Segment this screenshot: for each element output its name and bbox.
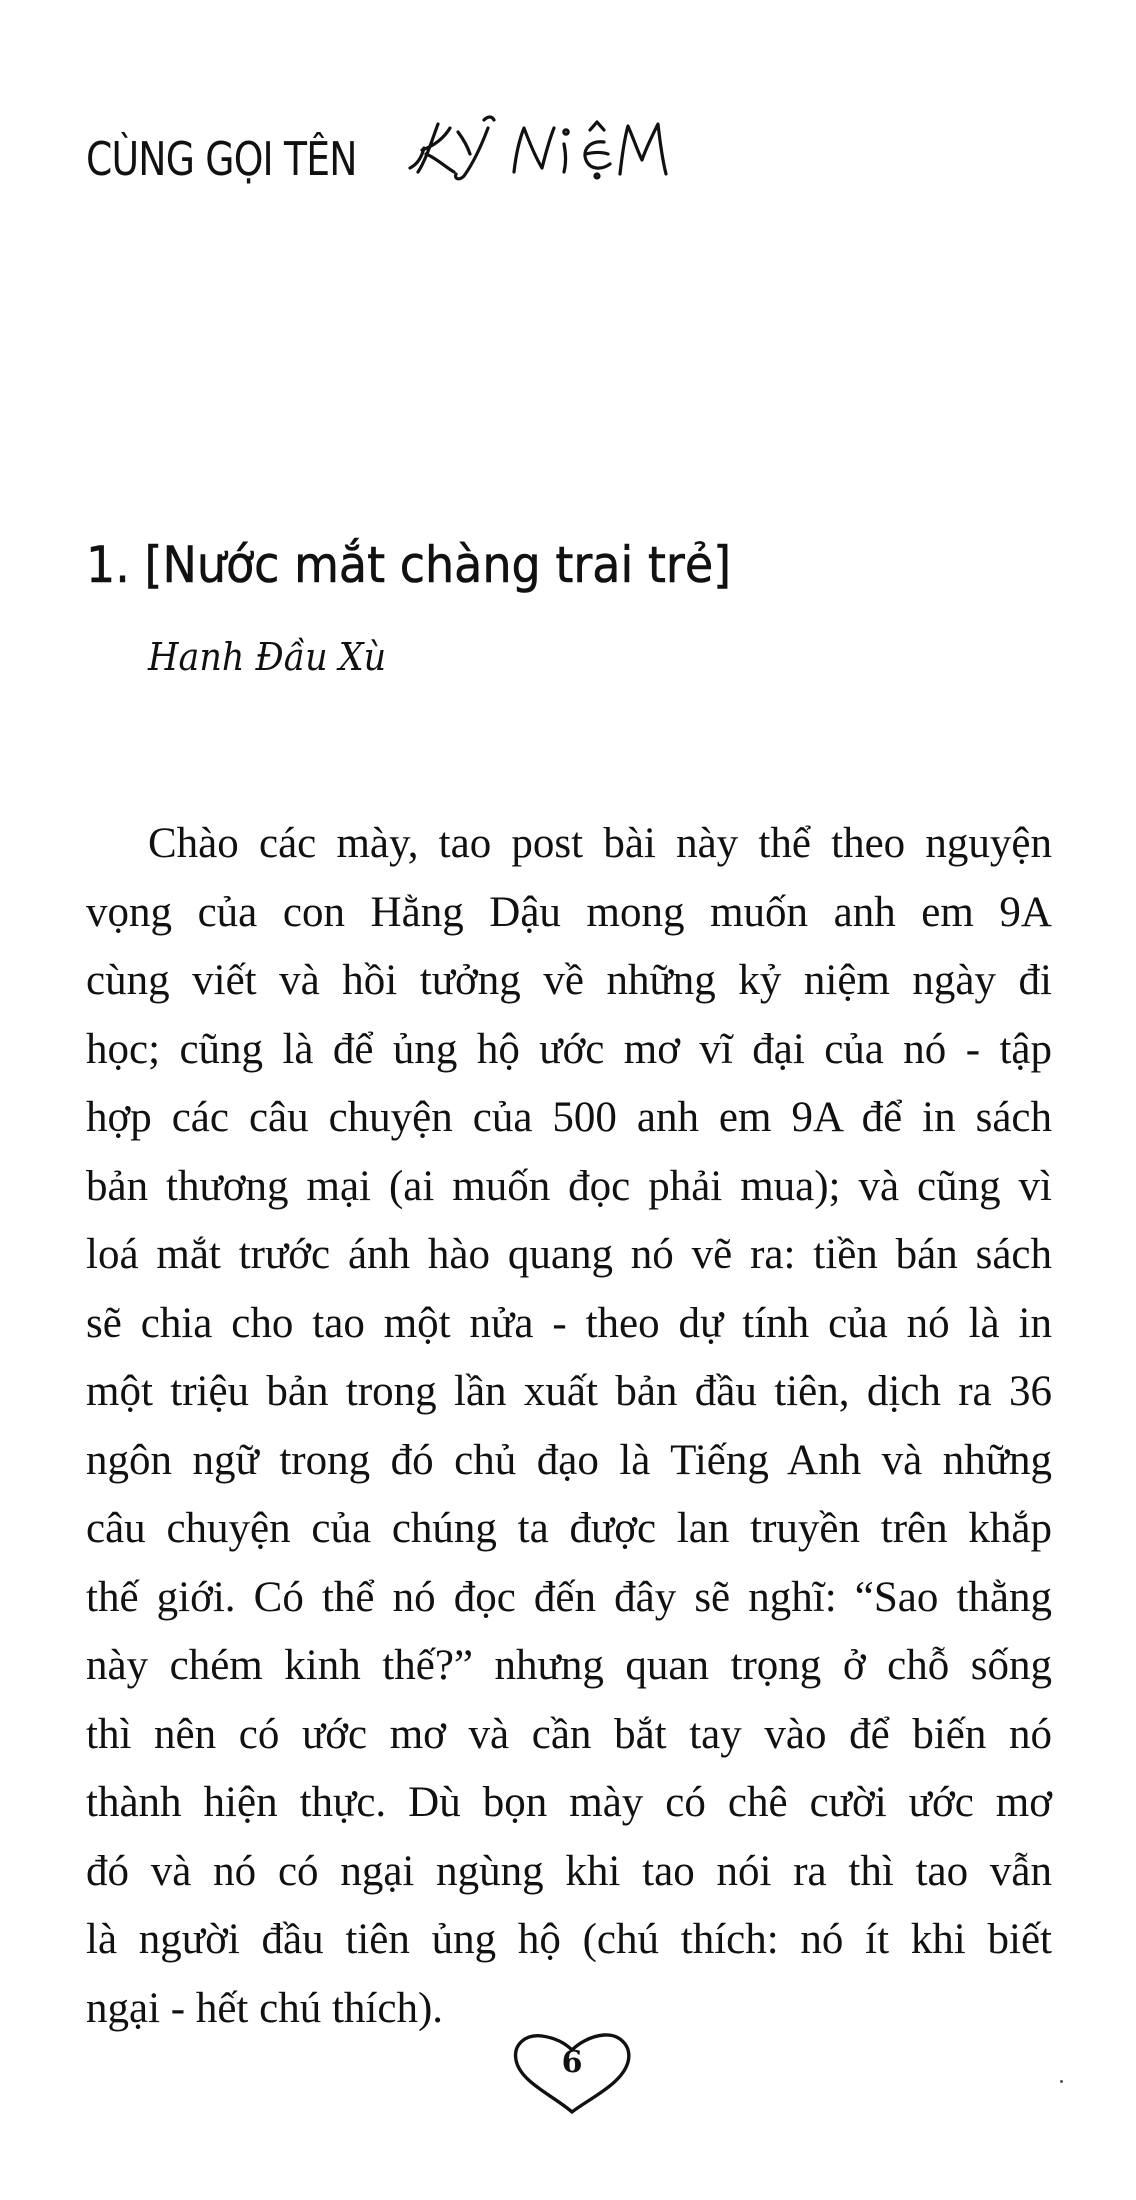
body-line: thành hiện thực. Dù bọn mày có chê cười ước mơ	[86, 1779, 1052, 1826]
body-line: ngại - hết chú thích).	[86, 1984, 444, 2032]
body-line: sẽ chia cho tao một nửa - theo dự tính của nó là in	[86, 1299, 1052, 1347]
chapter-author: Hanh Đầu Xù	[148, 635, 387, 679]
body-line: đó và nó có ngại ngùng khi tao nói ra thì tao vẫn	[86, 1847, 1052, 1895]
page-number-heart	[510, 2030, 634, 2116]
body-line: này chém kinh thế?” nhưng quan trọng ở chỗ sống	[86, 1642, 1052, 1689]
chapter-title: 1. [Nước mắt chàng trai trẻ]	[86, 536, 732, 594]
body-line: bản thương mại (ai muốn đọc phải mua); và cũng vì	[86, 1162, 1052, 1210]
running-header-text: CÙNG GỌI TÊN	[86, 132, 357, 186]
body-line: vọng của con Hằng Dậu mong muốn anh em 9A	[86, 888, 1052, 936]
body-line: câu chuyện của chúng ta được lan truyền trên khắp	[86, 1505, 1052, 1552]
running-header-script-logo	[404, 110, 684, 182]
body-line: một triệu bản trong lần xuất bản đầu tiên, dịch ra 36	[86, 1368, 1052, 1415]
paper-speck	[1060, 2080, 1063, 2083]
body-line: học; cũng là để ủng hộ ước mơ vĩ đại của nó - tập	[86, 1025, 1052, 1073]
body-line: cùng viết và hồi tưởng về những kỷ niệm ngày đi	[86, 957, 1052, 1004]
body-text	[86, 810, 1052, 2043]
body-line: ngôn ngữ trong đó chủ đạo là Tiếng Anh và những	[86, 1436, 1052, 1484]
body-line: hợp các câu chuyện của 500 anh em 9A để in sách	[86, 1094, 1052, 1141]
body-line: thì nên có ước mơ và cần bắt tay vào để biến nó	[86, 1710, 1052, 1758]
body-line: thế giới. Có thể nó đọc đến đây sẽ nghĩ: “Sao thằng	[86, 1573, 1052, 1621]
body-line: Chào các mày, tao post bài này thể theo nguyện	[148, 820, 1052, 867]
body-line: loá mắt trước ánh hào quang nó vẽ ra: tiền bán sách	[86, 1231, 1052, 1278]
page-number: 6	[561, 2045, 583, 2080]
running-header	[86, 112, 684, 186]
body-line: là người đầu tiên ủng hộ (chú thích: nó ít khi biết	[86, 1916, 1052, 1963]
